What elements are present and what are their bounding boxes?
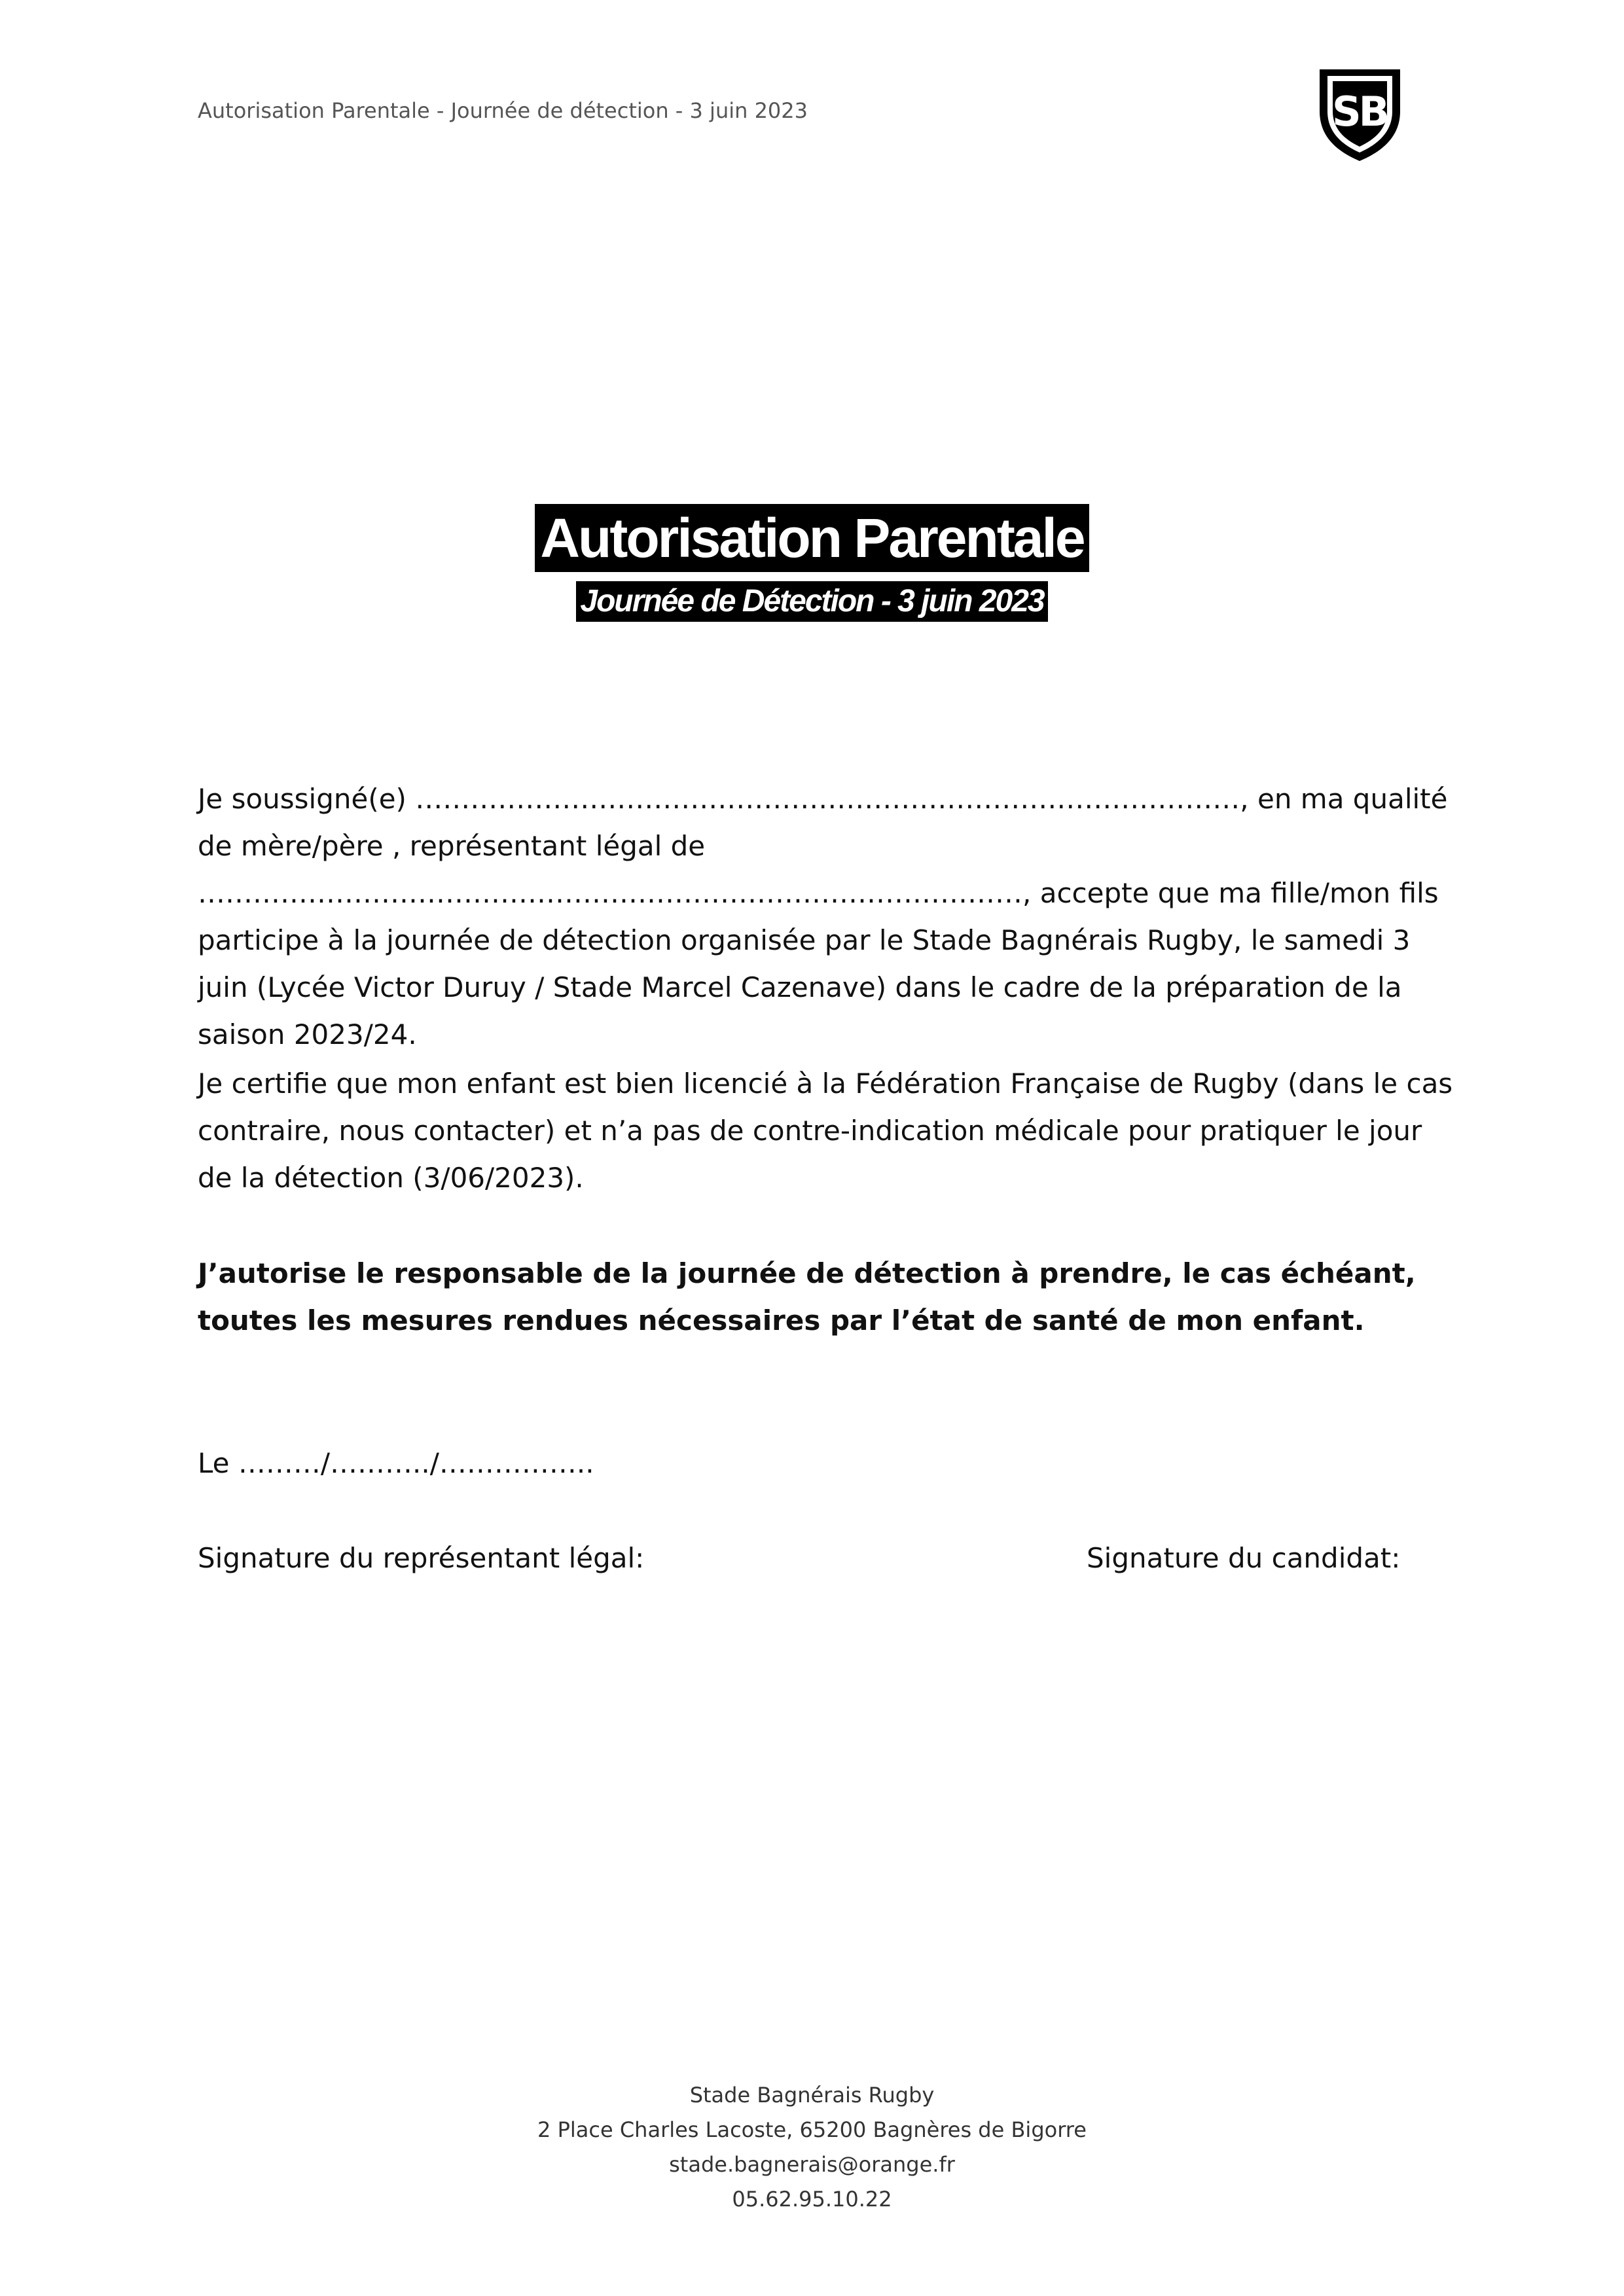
paragraph-authorization: J’autorise le responsable de la journée de détection à prendre, le cas échéant, toutes les mesures rendues nécessaires par l’état de santé de mon enfant. — [198, 1257, 1416, 1336]
paragraph-declaration: Je soussigné(e) ………………………………………………………………………………, en ma qualité de mère/père , représentant légal de ………………………………………………………………………………, accepte que ma fille/mon fils participe à la journée de détection organisée par le Stade Bagnérais Rugby, le samedi 3 juin (Lycée Victor Duruy / Stade Marcel Cazenave) dans le cadre de la préparation de la saison 2023/24. — [198, 783, 1448, 1050]
footer-address: 2 Place Charles Lacoste, 65200 Bagnères de Bigorre — [537, 2117, 1087, 2142]
footer-email: stade.bagnerais@orange.fr — [669, 2152, 955, 2177]
page-header: Autorisation Parentale - Journée de détection - 3 juin 2023 — [198, 98, 808, 123]
date-line: Le ………/………../…………….. — [198, 1447, 594, 1479]
title-sub-text: Journée de Détection - 3 juin 2023 — [576, 581, 1047, 622]
signature-candidate: Signature du candidat: — [1087, 1542, 1401, 1574]
footer-phone: 05.62.95.10.22 — [732, 2187, 892, 2212]
signature-legal-representative: Signature du représentant légal: — [198, 1542, 645, 1574]
page-footer — [0, 2078, 1624, 2217]
footer-club-name: Stade Bagnérais Rugby — [689, 2083, 935, 2108]
document-title — [0, 504, 1624, 572]
logo-letters: SB — [1332, 88, 1387, 135]
document-subtitle — [0, 581, 1624, 622]
paragraph-certification: Je certifie que mon enfant est bien licencié à la Fédération Française de Rugby (dans le cas contraire, nous contacter) et n’a pas de contre-indication médicale pour pratiquer le jour de la détection (3/06/2023). — [198, 1067, 1453, 1194]
club-shield-logo-icon — [1316, 65, 1404, 164]
title-main-text: Autorisation Parentale — [535, 504, 1089, 572]
